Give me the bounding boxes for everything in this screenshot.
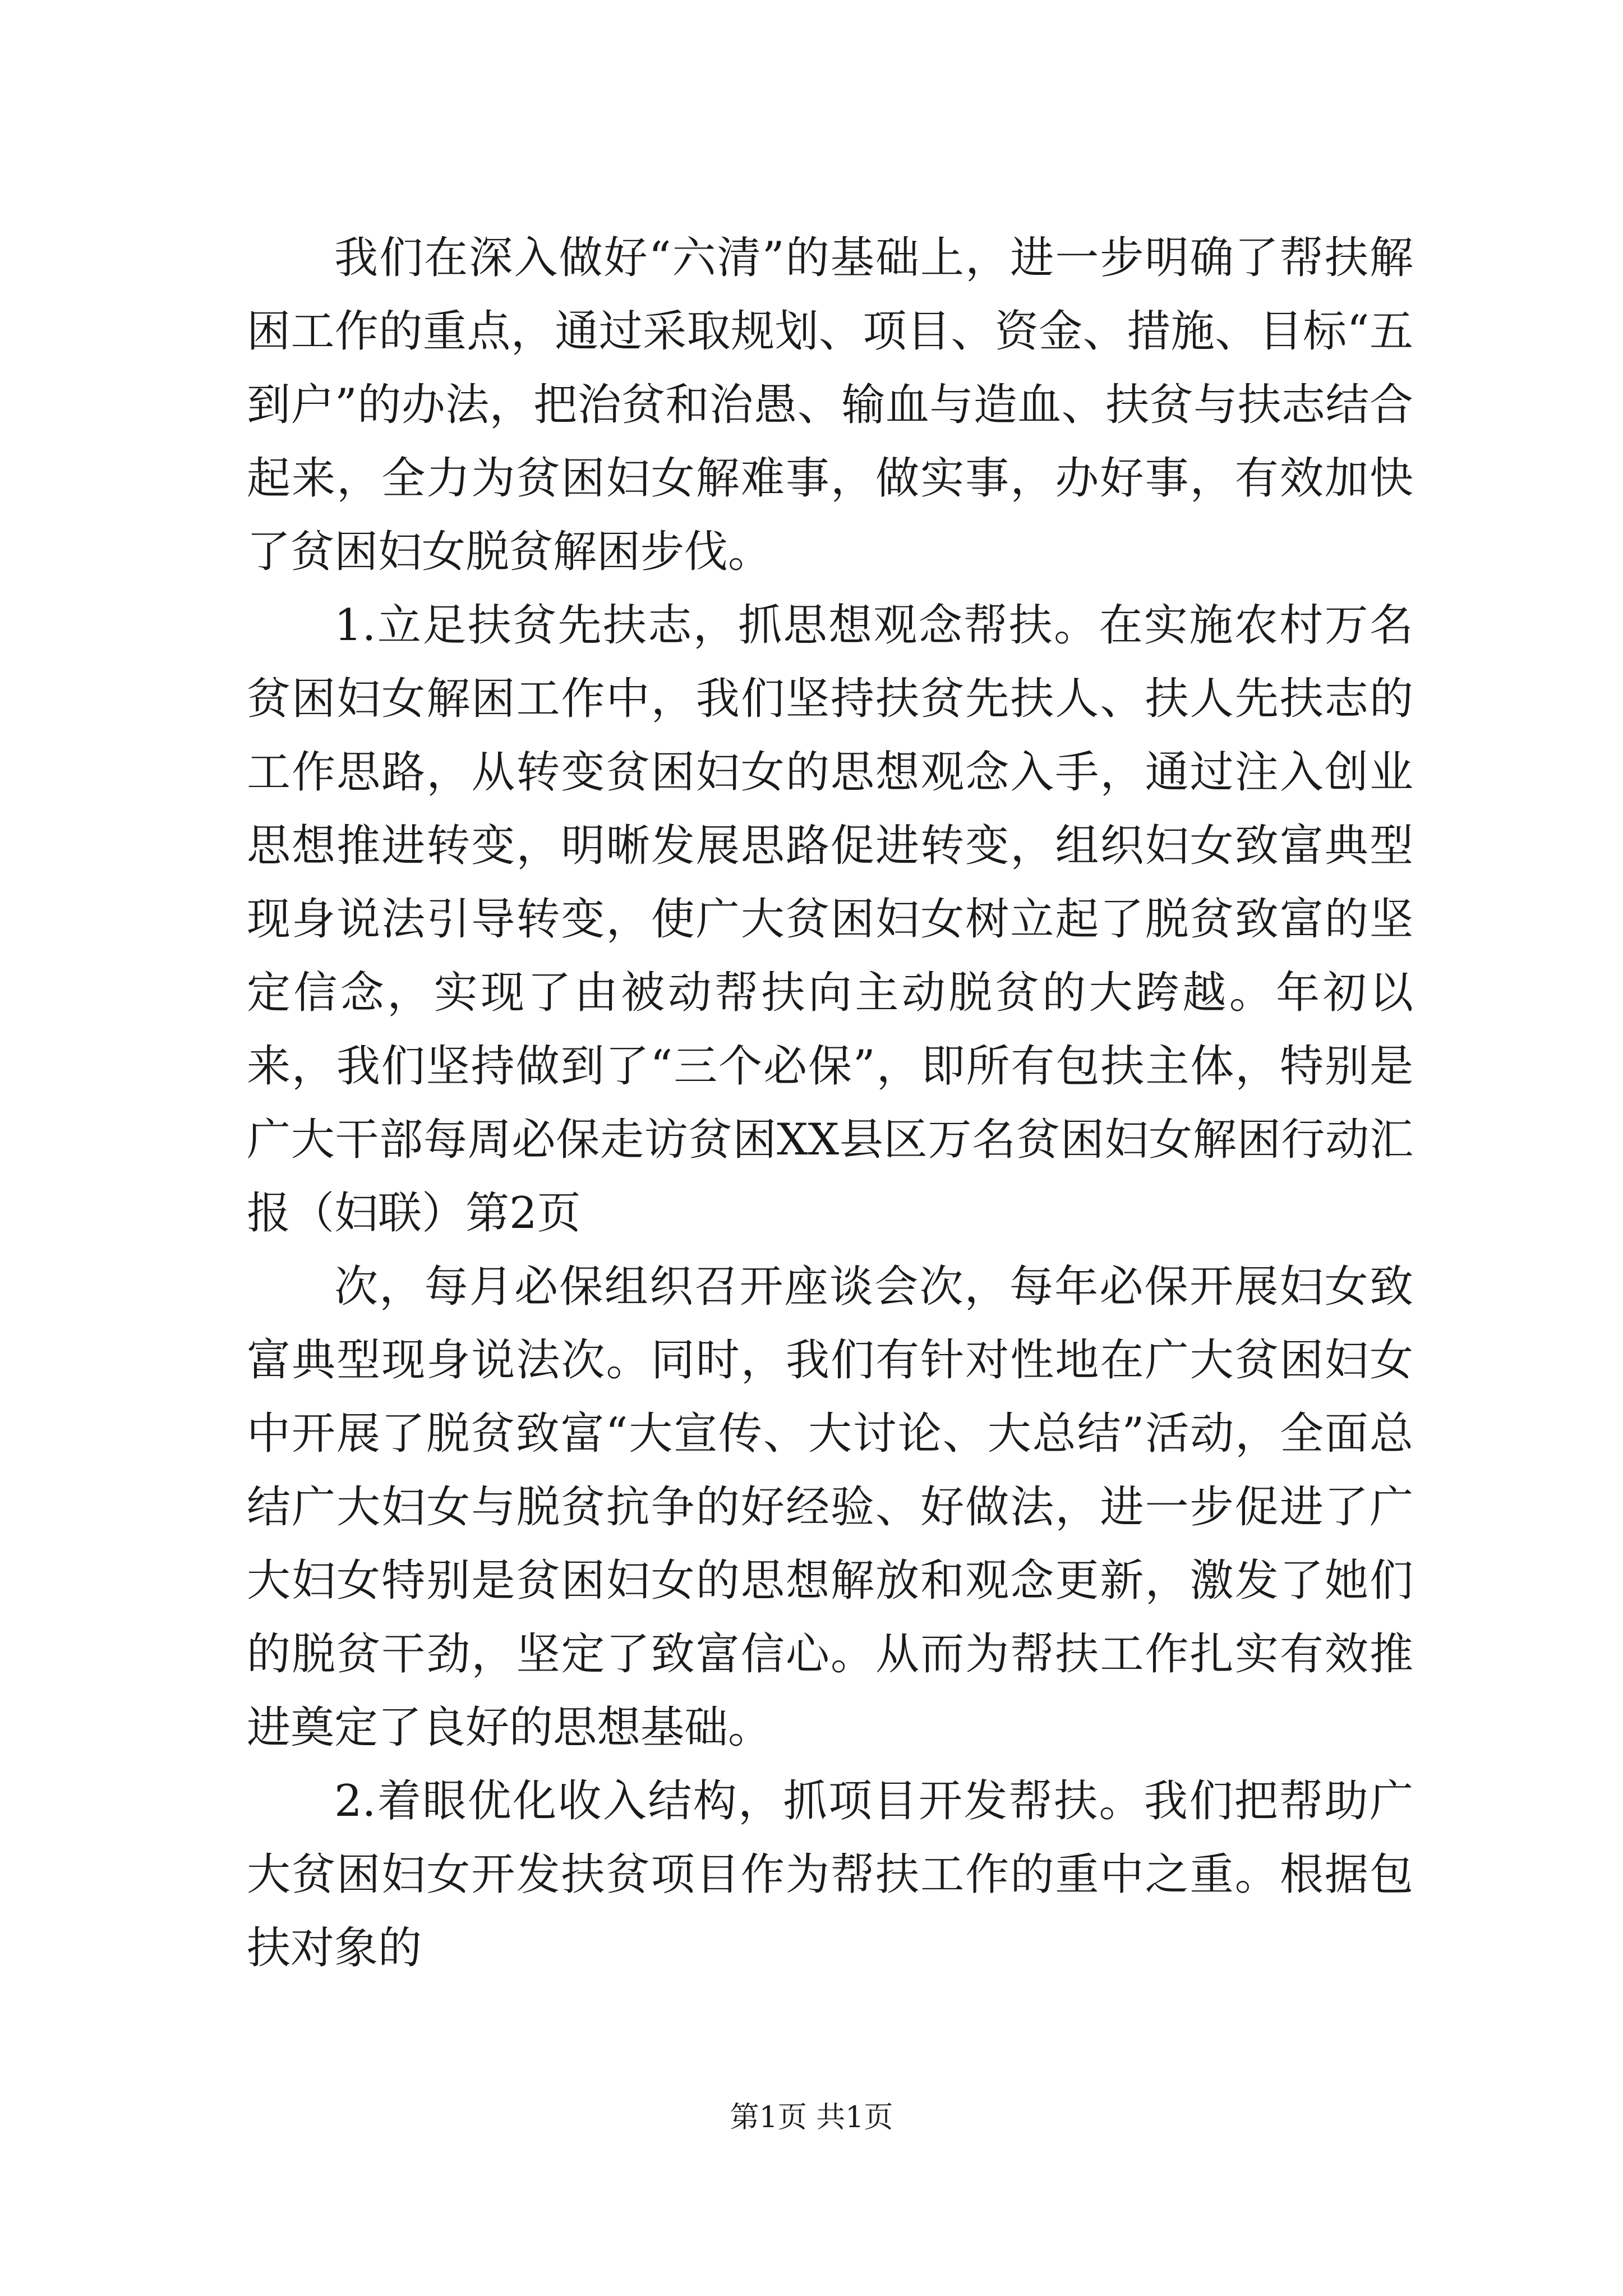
paragraph-2: 1.立足扶贫先扶志，抓思想观念帮扶。在实施农村万名贫困妇女解困工作中，我们坚持扶贫先扶人、扶人先扶志的工作思路，从转变贫困妇女的思想观念入手，通过注入创业思想推进转变，明晰发展思路促进转变，组织妇女致富典型现身说法引导转变，使广大贫困妇女树立起了脱贫致富的坚定信念，实现了由被动帮扶向主动脱贫的大跨越。年初以来，我们坚持做到了“三个必保”，即所有包扶主体，特别是广大干部每周必保走访贫困XX县区万名贫困妇女解困行动汇报（妇联）第2页 bbox=[247, 600, 1413, 1239]
paragraph-1: 我们在深入做好“六清”的基础上，进一步明确了帮扶解困工作的重点，通过采取规划、项目、资金、措施、目标“五到户”的办法，把治贫和治愚、输血与造血、扶贫与扶志结合起来，全力为贫困妇女解难事，做实事，办好事，有效加快了贫困妇女脱贫解困步伐。 bbox=[247, 233, 1413, 577]
paragraph-3: 次，每月必保组织召开座谈会次，每年必保开展妇女致富典型现身说法次。同时，我们有针对性地在广大贫困妇女中开展了脱贫致富“大宣传、大讨论、大总结”活动，全面总结广大妇女与脱贫抗争的好经验、好做法，进一步促进了广大妇女特别是贫困妇女的思想解放和观念更新，激发了她们的脱贫干劲，坚定了致富信心。从而为帮扶工作扎实有效推进奠定了良好的思想基础。 bbox=[247, 1262, 1413, 1753]
paragraph-4: 2.着眼优化收入结构，抓项目开发帮扶。我们把帮助广大贫困妇女开发扶贫项目作为帮扶工作的重中之重。根据包扶对象的 bbox=[247, 1776, 1413, 1973]
document-body bbox=[247, 222, 1413, 1985]
page-footer: 第1页 共1页 bbox=[730, 2101, 893, 2134]
